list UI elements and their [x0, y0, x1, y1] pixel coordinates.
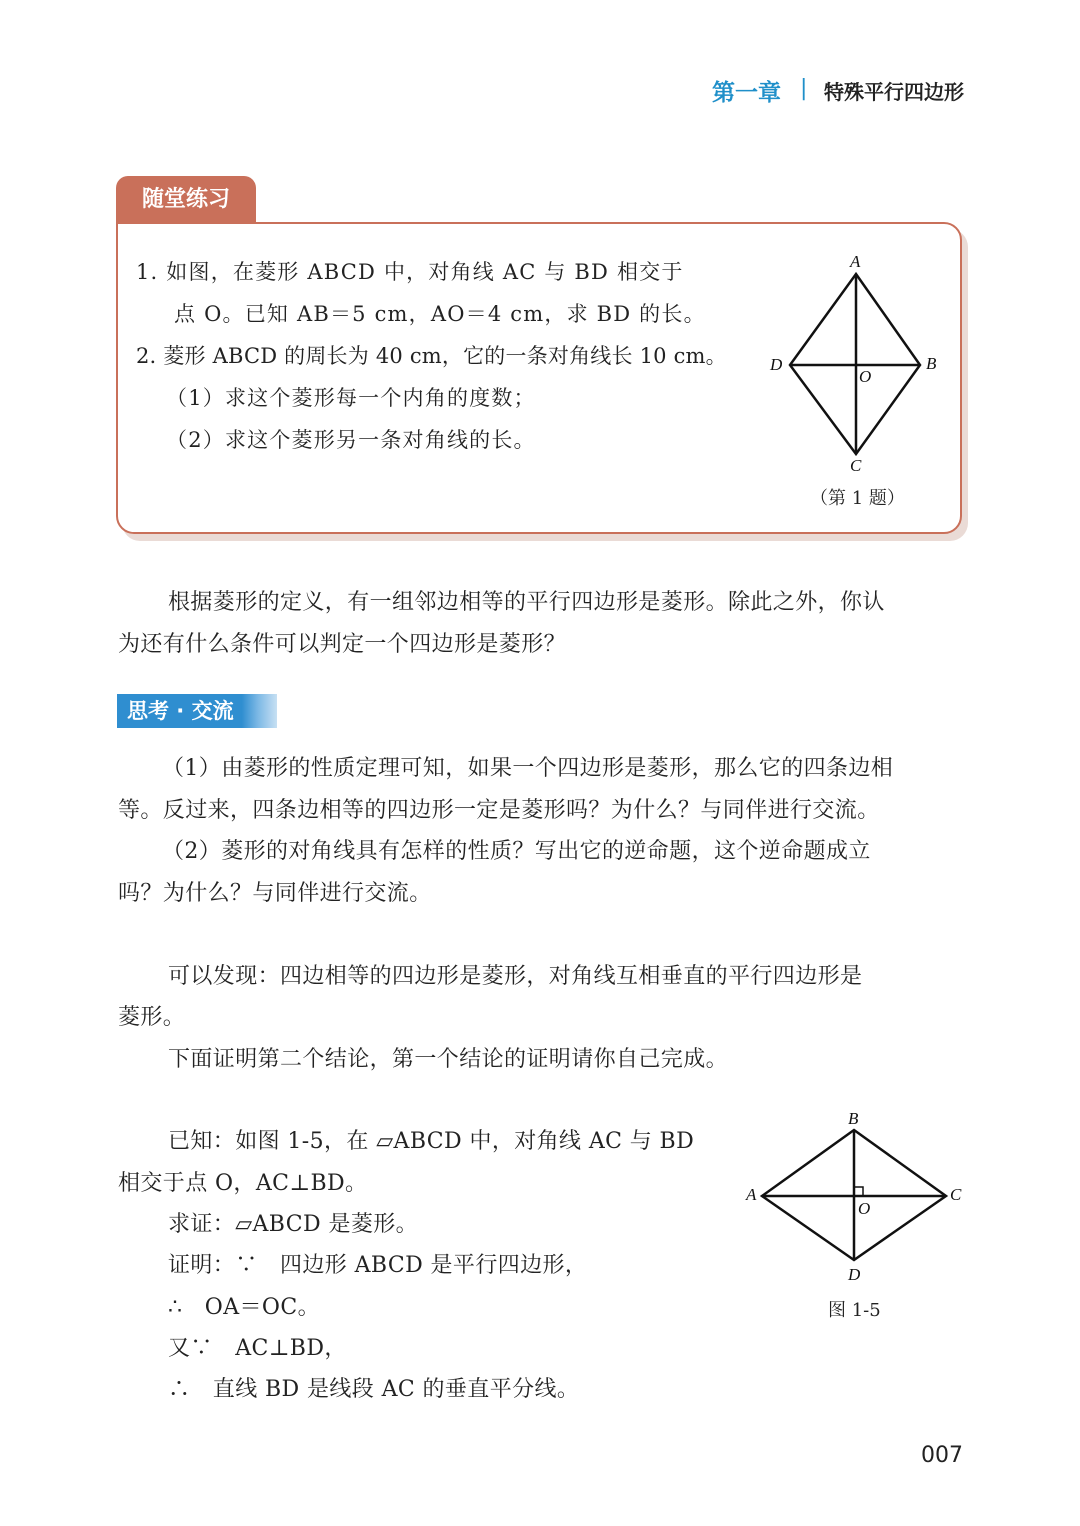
header-separator: |: [800, 76, 808, 101]
exercise-line: （1）求这个菱形每一个内角的度数；: [166, 386, 536, 410]
vertex-label-d: D: [848, 1265, 861, 1284]
rhombus-figure-1: [760, 248, 960, 478]
chapter-label: 第一章: [712, 80, 781, 106]
vertex-label-d: D: [770, 355, 783, 374]
vertex-label-a: A: [746, 1185, 757, 1204]
chapter-title: 特殊平行四边形: [824, 80, 964, 104]
vertex-label-c: C: [850, 456, 862, 475]
exercise-line: 点 O。已知 AB＝5 cm，AO＝4 cm，求 BD 的长。: [174, 302, 706, 326]
rhombus-figure-1-5: [736, 1106, 972, 1286]
exercise-line: 2. 菱形 ABCD 的周长为 40 cm，它的一条对角线长 10 cm。: [136, 344, 727, 368]
proof-line: ∴ OA＝OC。: [168, 1295, 320, 1320]
paragraph-line: 下面证明第二个结论，第一个结论的证明请你自己完成。: [168, 1047, 729, 1072]
vertex-label-a: A: [850, 252, 861, 271]
proof-line: 又∵ AC⊥BD，: [168, 1336, 347, 1361]
page-number: 007: [921, 1443, 963, 1468]
think-discuss-tag: 思考 · 交流: [117, 694, 277, 728]
right-angle-mark: [854, 1187, 863, 1196]
proof-line: 相交于点 O，AC⊥BD。: [118, 1171, 368, 1196]
center-label-o: O: [859, 367, 872, 386]
paragraph-line: 为还有什么条件可以判定一个四边形是菱形？: [118, 632, 567, 657]
proof-line: 证明：∵ 四边形 ABCD 是平行四边形，: [168, 1253, 588, 1278]
paragraph-line: 菱形。: [118, 1005, 186, 1030]
proof-line: 求证：▱ABCD 是菱形。: [168, 1212, 419, 1237]
paragraph-line: 根据菱形的定义，有一组邻边相等的平行四边形是菱形。除此之外，你认: [168, 590, 885, 615]
paragraph-line: 可以发现：四边相等的四边形是菱形，对角线互相垂直的平行四边形是: [168, 964, 863, 989]
exercise-line: （2）求这个菱形另一条对角线的长。: [166, 428, 536, 452]
figure-caption: （第 1 题）: [810, 488, 905, 509]
proof-line: ∴ 直线 BD 是线段 AC 的垂直平分线。: [168, 1377, 580, 1402]
exercise-tab: 随堂练习: [116, 176, 256, 222]
paragraph-line: （1）由菱形的性质定理可知，如果一个四边形是菱形，那么它的四条边相: [162, 756, 894, 781]
vertex-label-c: C: [950, 1185, 962, 1204]
exercise-line: 1. 如图，在菱形 ABCD 中，对角线 AC 与 BD 相交于: [136, 260, 684, 284]
paragraph-line: 等。反过来，四条边相等的四边形一定是菱形吗？为什么？与同伴进行交流。: [118, 798, 880, 823]
vertex-label-b: B: [848, 1109, 859, 1128]
paragraph-line: 吗？为什么？与同伴进行交流。: [118, 881, 432, 906]
center-label-o: O: [858, 1199, 871, 1218]
paragraph-line: （2）菱形的对角线具有怎样的性质？写出它的逆命题，这个逆命题成立: [162, 839, 871, 864]
proof-line: 已知：如图 1-5，在 ▱ABCD 中，对角线 AC 与 BD: [168, 1129, 695, 1154]
figure-caption: 图 1-5: [828, 1300, 881, 1321]
vertex-label-b: B: [926, 354, 937, 373]
